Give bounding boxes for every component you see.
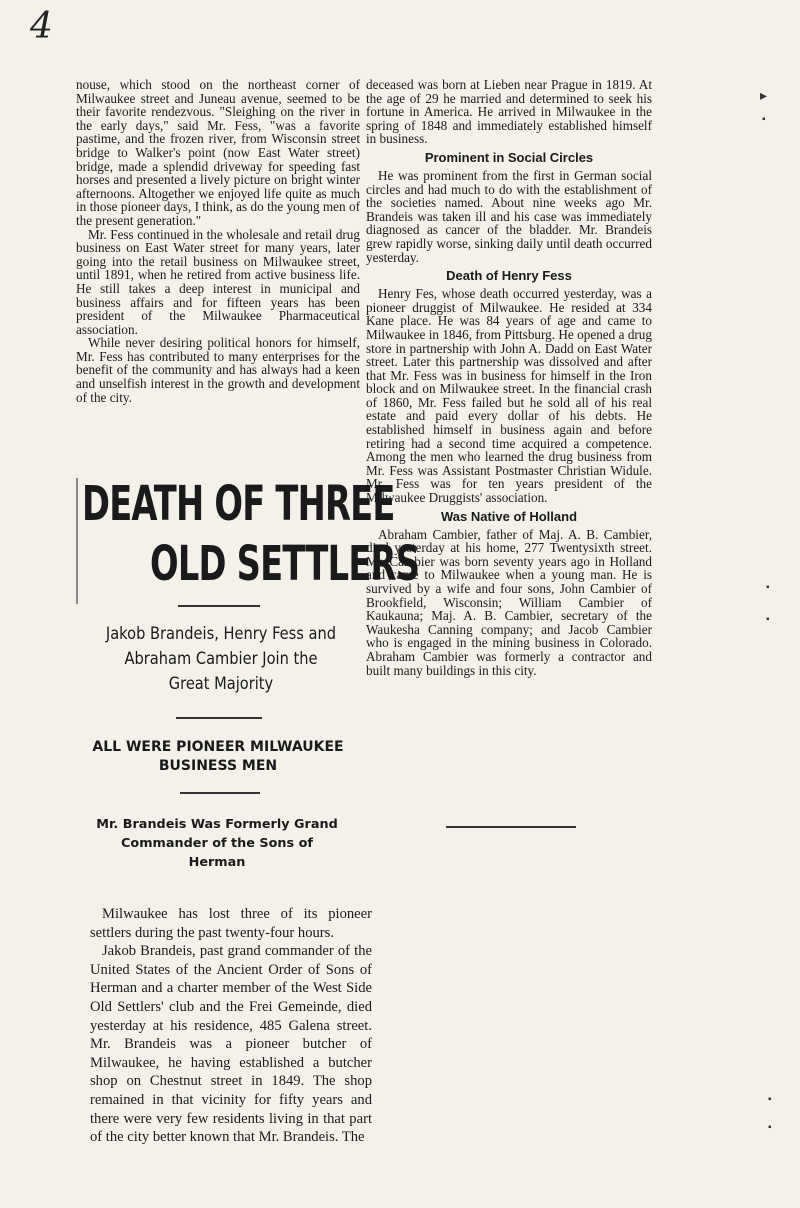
- divider-rule: [176, 717, 262, 719]
- deck-line: Jakob Brandeis, Henry Fess and: [105, 624, 337, 644]
- article-paragraph: Abraham Cambier, father of Maj. A. B. Cambier, died yesterday at his home, 277 Twentysixth street. Mr. Cambier was born seventy years ago in Holland and came to Milwaukee when a young man. He is survived by a wife and four sons, John Cambier of Brookfield, Wisconsin; William Cambier of Kaukauna; Maj. A. B. Cambier, secretary of the Waukesha Canning company; and Jacob Cambier who is engaged in the mining business in Colorado. Abraham Cambier was formerly a contractor and built many buildings in this city.: [366, 526, 652, 678]
- deck-line: Herman: [188, 855, 246, 870]
- headline-line-2: OLD SETTLERS: [150, 536, 420, 592]
- article-continuation-paragraph: nouse, which stood on the northeast corner of Milwaukee street and Juneau avenue, seemed to be their favorite rendezvous. "Sleighing on the river in the early days," said Mr. Fess, "was a favorite pastime, and the frozen river, from Wisconsin street bridge to Walker's point (now East Water street) bridge, made a splendid driveway for speeding fast horses and presented a lively picture on bright winter afternoons. Altogether we enjoyed life quite as much in those pioneer days, I think, as do the young men of the present generation.": [76, 77, 360, 228]
- deck-secondary: [72, 738, 364, 776]
- section-heading-native-holland: Was Native of Holland: [440, 508, 578, 524]
- article-paragraph: Mr. Fess continued in the wholesale and retail drug business on East Water street for many years, later going into the retail business on Milwaukee street, until 1891, when he retired from active business life. He still takes a deep interest in municipal and business affairs and for fifteen years has been president of the Milwaukee Pharmaceutical association.: [76, 226, 360, 337]
- margin-mark: ▪: [768, 1122, 772, 1133]
- left-column-bottom: [90, 905, 372, 1147]
- margin-mark: ▪: [766, 614, 770, 625]
- page-number: 4: [30, 6, 53, 47]
- section-heading-henry-fess: Death of Henry Fess: [446, 268, 572, 284]
- margin-mark: ▪: [766, 582, 770, 593]
- deck-line: Mr. Brandeis Was Formerly Grand: [96, 817, 338, 832]
- article-paragraph: While never desiring political honors for himself, Mr. Fess has contributed to many enterprises for the benefit of the community and has always had a keen and unselfish interest in the growth and development of the city.: [76, 335, 360, 405]
- right-column: [366, 78, 652, 677]
- end-rule: [446, 826, 576, 828]
- deck-line: Great Majority: [168, 674, 274, 694]
- divider-rule: [180, 792, 260, 794]
- article-paragraph: He was prominent from the first in German social circles and had much to do with the establishment of the societies named. About nine weeks ago Mr. Brandeis was taken ill and his case was immediately diagnosed as cancer of the bladder. Mr. Brandeis grew rapidly worse, sinking daily until death occurred yesterday.: [366, 167, 652, 265]
- margin-mark: ▪: [768, 1094, 772, 1105]
- deck-primary: [96, 622, 345, 697]
- article-continuation-paragraph: deceased was born at Lieben near Prague in 1819. At the age of 29 he married and determined to seek his fortune in America. He arrived in Milwaukee in the spring of 1848 and immediately established himself in business.: [366, 77, 652, 147]
- margin-mark: ▪: [762, 114, 766, 125]
- article-paragraph: Henry Fes, whose death occurred yesterday, was a pioneer druggist of Milwaukee. He resided at 334 Kane place. He was 84 years of age and came to Milwaukee in 1846, from Pittsburg. He opened a drug store in partnership with John A. Dadd on East Water street. Later this partnership was dissolved and after that Mr. Fess was in business for himself in the Iron block and on Milwaukee street. In the financial crash of 1860, Mr. Fess failed but he sold all of his real estate and paid every dollar of his debts. He established himself in business again and before retiring had a second time acquired a competence. Among the men who learned the drug business from Mr. Fess was Assistant Postmaster Christian Widule. Mr. Fess was for ten years president of the Milwaukee Druggists' association.: [366, 286, 652, 506]
- headline-line-1: DEATH OF THREE: [82, 476, 395, 532]
- section-heading-social-circles: Prominent in Social Circles: [424, 149, 594, 165]
- deck-tertiary: [72, 815, 362, 872]
- article-paragraph: Jakob Brandeis, past grand commander of the United States of the Ancient Order of Sons of Herman and a charter member of the West Side Old Settlers' club and the Frei Gemeinde, died yesterday at his residence, 485 Galena street. Mr. Brandeis was a pioneer butcher of Milwaukee, he having established a butcher shop on Chestnut street in 1849. The shop remained in that vicinity for fifty years and there were very few residents living in that part of the city better known that Mr. Brandeis. The: [90, 943, 372, 1146]
- article-lead-paragraph: Milwaukee has lost three of its pioneer settlers during the past twenty-four hours.: [90, 906, 372, 941]
- deck-line: ALL WERE PIONEER MILWAUKEE: [92, 739, 344, 755]
- deck-line: Commander of the Sons of: [121, 836, 313, 851]
- left-column-top: [76, 78, 360, 404]
- divider-rule: [178, 605, 260, 607]
- headline-block: [76, 476, 420, 604]
- margin-mark: ▸: [760, 89, 768, 104]
- deck-line: BUSINESS MEN: [158, 758, 278, 774]
- deck-line: Abraham Cambier Join the: [124, 649, 318, 669]
